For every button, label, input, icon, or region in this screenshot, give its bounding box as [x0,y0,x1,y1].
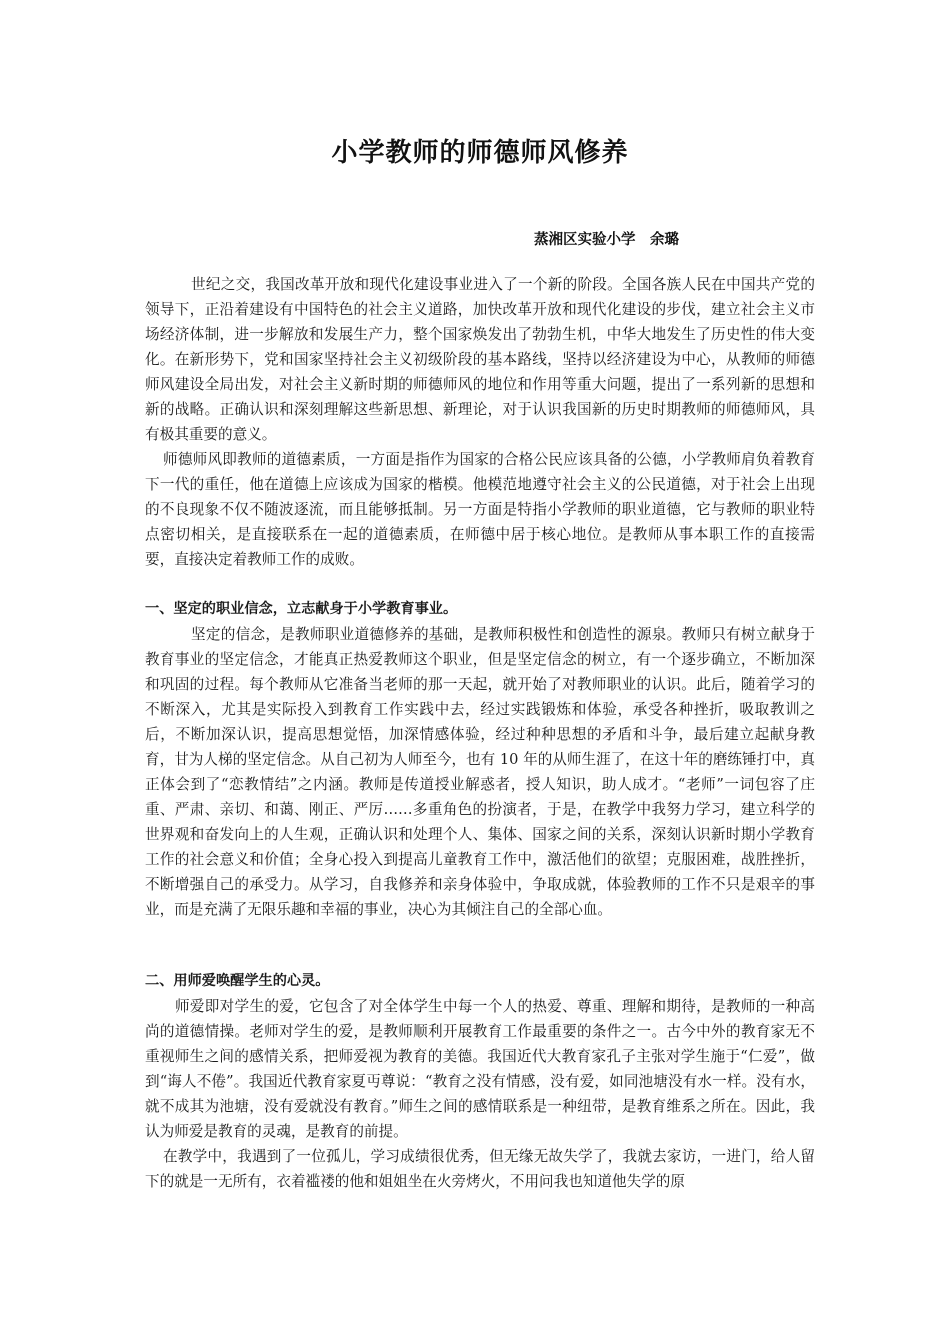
section-2 [145,969,815,1194]
section-1-heading: 一、坚定的职业信念，立志献身于小学教育事业。 [145,601,458,617]
section-1 [145,597,815,922]
section-2-paragraph-2: 在教学中，我遇到了一位孤儿，学习成绩很优秀，但无缘无故失学了，我就去家访，一进门，给人留下的就是一无所有，衣着褴褛的他和姐姐坐在火旁烤火，不用问我也知道他失学的原 [145,1148,815,1190]
intro-paragraph-2: 师德师风即教师的道德素质，一方面是指作为国家的合格公民应该具备的公德，小学教师肩负着教育下一代的重任，他在道德上应该成为国家的楷模。他模范地遵守社会主义的公民道德，对于社会上出现的不良现象不仅不随波逐流，而且能够抵制。另一方面是特指小学教师的职业道德，它与教师的职业特点密切相关，是直接联系在一起的道德素质，在师德中居于核心地位。是教师从事本职工作的直接需要，直接决定着教师工作的成败。 [145,451,815,568]
section-1-paragraph-1: 坚定的信念，是教师职业道德修养的基础，是教师积极性和创造性的源泉。教师只有树立献身于教育事业的坚定信念，才能真正热爱教师这个职业，但是坚定信念的树立，有一个逐步确立，不断加深和巩固的过程。每个教师从它准备当老师的那一天起，就开始了对教师职业的认识。此后，随着学习的不断深入，尤其是实际投入到教育工作实践中去，经过实践锻炼和体验，承受各种挫折，吸取教训之后，不断加深认识，提高思想觉悟，加深情感体验，经过种种思想的矛盾和斗争，最后建立起献身教育，甘为人梯的坚定信念。从自己初为人师至今，也有 10 年的从师生涯了，在这十年的磨练锤打中，真正体会到了“恋教情结”之内涵。教师是传道授业解惑者，授人知识，助人成才。“老师”一词包容了庄重、严肃、亲切、和蔼、刚正、严厉……多重角色的扮演者，于是，在教学中我努力学习，建立科学的世界观和奋发向上的人生观，正确认识和处理个人、集体、国家之间的关系，深刻认识新时期小学教育工作的社会意义和价值；全身心投入到提高儿童教育工作中，激活他们的欲望；克服困难，战胜挫折，不断增强自己的承受力。从学习，自我修养和亲身体验中，争取成就，体验教师的工作不只是艰辛的事业，而是充满了无限乐趣和幸福的事业，决心为其倾注自己的全部心血。 [145,626,815,918]
intro-paragraph-1: 世纪之交，我国改革开放和现代化建设事业进入了一个新的阶段。全国各族人民在中国共产党的领导下，正沿着建设有中国特色的社会主义道路，加快改革开放和现代化建设的步伐，建立社会主义市场经济体制，进一步解放和发展生产力，整个国家焕发出了勃勃生机，中华大地发生了历史性的伟大变化。在新形势下，党和国家坚持社会主义初级阶段的基本路线，坚持以经济建设为中心，从教师的师德师风建设全局出发，对社会主义新时期的师德师风的地位和作用等重大问题，提出了一系列新的思想和新的战略。正确认识和深刻理解这些新思想、新理论，对于认识我国新的历史时期教师的师德师风，具有极其重要的意义。 [145,276,815,443]
section-2-heading: 二、用师爱唤醒学生的心灵。 [145,973,330,989]
intro-section [145,272,815,572]
section-2-paragraph-1: 师爱即对学生的爱，它包含了对全体学生中每一个人的热爱、尊重、理解和期待，是教师的一种高尚的道德情操。老师对学生的爱，是教师顺利开展教育工作最重要的条件之一。古今中外的教育家无不重视师生之间的感情关系，把师爱视为教育的美德。我国近代大教育家孔子主张对学生施于“仁爱”，做到“诲人不倦”。我国近代教育家夏丏尊说：“教育之没有情感，没有爱，如同池塘没有水一样。没有水，就不成其为池塘，没有爱就没有教育。”师生之间的感情联系是一种纽带，是教育维系之所在。因此，我认为师爱是教育的灵魂，是教育的前提。 [145,998,815,1140]
document-title: 小学教师的师德师风修养 [331,138,629,168]
author-line: 蒸湘区实验小学 余璐 [534,232,679,248]
